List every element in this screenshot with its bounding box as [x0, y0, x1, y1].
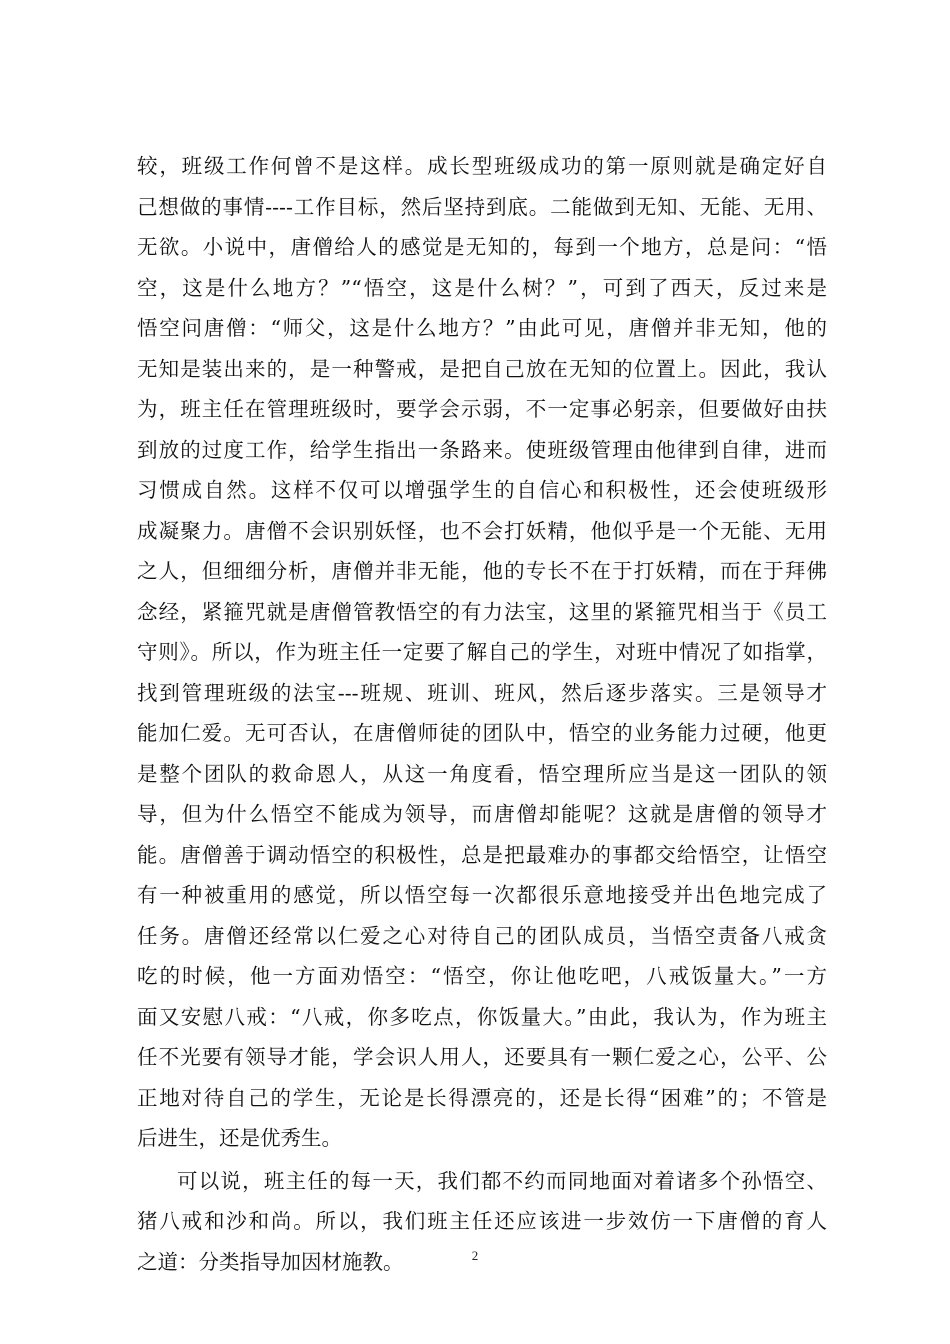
text-line: 之道：分类指导加因材施教。 [137, 1249, 404, 1274]
text-line: 任务。唐僧还经常以仁爱之心对待自己的团队成员，当悟空责备八戒贪 [137, 923, 827, 948]
text-line: 之人，但细细分析，唐僧并非无能，他的专长不在于打妖精，而在于拜佛 [137, 559, 827, 583]
text-line: 是整个团队的救命恩人，从这一角度看，悟空理所应当是这一团队的领 [137, 761, 827, 786]
text-line: 无知是装出来的，是一种警戒，是把自己放在无知的位置上。因此，我认 [137, 356, 827, 381]
text-line: 无欲。小说中，唐僧给人的感觉是无知的，每到一个地方，总是问：“悟 [137, 235, 827, 259]
text-line: 面又安慰八戒：“八戒，你多吃点，你饭量大。”由此，我认为，作为班主 [137, 1004, 827, 1029]
text-line: 空，这是什么地方？”“悟空，这是什么树？”，可到了西天，反过来是 [137, 275, 827, 300]
text-line: 较，班级工作何曾不是这样。成长型班级成功的第一原则就是确定好自 [137, 154, 827, 178]
text-line: 念经，紧箍咒就是唐僧管教悟空的有力法宝，这里的紧箍咒相当于《员工 [137, 599, 827, 624]
text-line: 后进生，还是优秀生。 [137, 1126, 342, 1150]
page-number: 2 [471, 1248, 479, 1263]
text-line: 吃的时候，他一方面劝悟空：“悟空，你让他吃吧，八戒饭量大。”一方 [137, 964, 827, 988]
text-line: 找到管理班级的法宝---班规、班训、班风，然后逐步落实。三是领导才 [137, 680, 827, 705]
text-line: 为，班主任在管理班级时，要学会示弱，不一定事必躬亲，但要做好由扶 [137, 397, 827, 421]
text-line: 能加仁爱。无可否认，在唐僧师徒的团队中，悟空的业务能力过硬，他更 [137, 721, 827, 745]
text-line: 己想做的事情----工作目标，然后坚持到底。二能做到无知、无能、无用、 [137, 194, 827, 219]
text-line: 猪八戒和沙和尚。所以，我们班主任还应该进一步效仿一下唐僧的育人 [137, 1209, 827, 1233]
paragraph-1 [137, 146, 827, 1159]
text-line: 成凝聚力。唐僧不会识别妖怪，也不会打妖精，他似乎是一个无能、无用 [137, 518, 827, 543]
text-line: 能。唐僧善于调动悟空的积极性，总是把最难办的事都交给悟空，让悟空 [137, 842, 827, 867]
text-line: 导，但为什么悟空不能成为领导，而唐僧却能呢？这就是唐僧的领导才 [137, 802, 827, 826]
text-line: 悟空问唐僧：“师父，这是什么地方？”由此可见，唐僧并非无知，他的 [137, 316, 827, 340]
text-line: 到放的过度工作，给学生指出一条路来。使班级管理由他律到自律，进而 [137, 437, 827, 462]
body-text [137, 146, 827, 1282]
text-line: 正地对待自己的学生，无论是长得漂亮的，还是长得“困难”的；不管是 [137, 1085, 827, 1110]
text-line: 习惯成自然。这样不仅可以增强学生的自信心和积极性，还会使班级形 [137, 478, 827, 502]
text-line: 守则》。所以，作为班主任一定要了解自己的学生，对班中情况了如指掌， [137, 640, 827, 664]
text-line: 有一种被重用的感觉，所以悟空每一次都很乐意地接受并出色地完成了 [137, 883, 827, 907]
text-line: 可以说，班主任的每一天，我们都不约而同地面对着诸多个孙悟空、 [177, 1168, 827, 1193]
text-line: 任不光要有领导才能，学会识人用人，还要具有一颗仁爱之心，公平、公 [137, 1045, 827, 1069]
